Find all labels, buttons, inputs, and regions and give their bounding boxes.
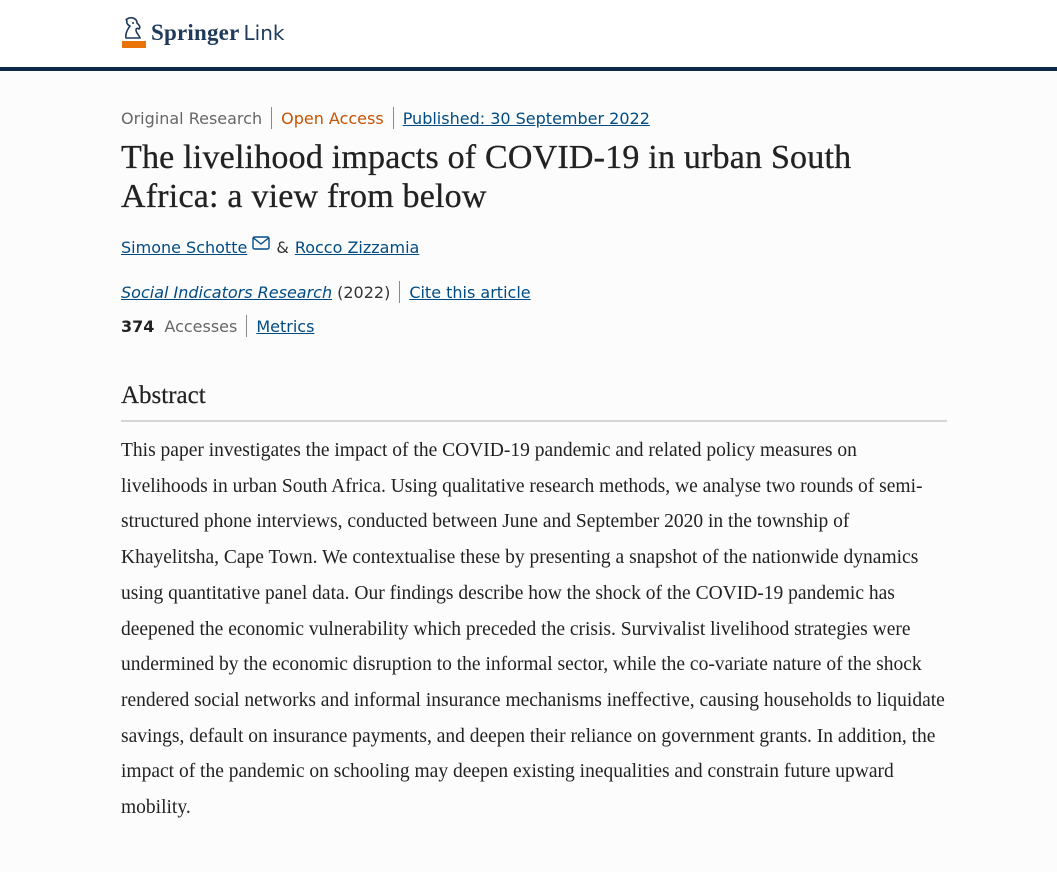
article-type: Original Research (121, 108, 263, 128)
author-link[interactable]: Rocco Zizzamia (294, 237, 420, 257)
author-separator: & (276, 237, 289, 257)
divider (246, 315, 247, 337)
springer-link-logo[interactable] (120, 15, 284, 51)
cite-article-link[interactable]: Cite this article (409, 282, 531, 302)
journal-link[interactable]: Social Indicators Research (121, 282, 333, 302)
logo-link-text: Link (243, 21, 285, 45)
author-list (121, 234, 947, 260)
abstract-text: This paper investigates the impact of the COVID-19 pandemic and related policy measures on livelihoods in urban South Africa. Using qualitative research methods, we analyse two rounds of semi-structured phone interviews, conducted between June and September 2020 in the township of Khayelitsha, Cape Town. We contextualise these by presenting a snapshot of the nationwide dynamics using quantitative panel data. Our findings describe how the shock of the COVID-19 pandemic has deepened the economic vulnerability which preceded the crisis. Survivalist livelihood strategies were undermined by the economic disruption to the informal sector, while the co-variate nature of the shock rendered social networks and informal insurance mechanisms ineffective, causing households to liquidate savings, default on insurance payments, and deepen their reliance on government grants. In addition, the impact of the pandemic on schooling may deepen existing inequalities and constrain future upward mobility. (121, 440, 945, 819)
article-meta (121, 104, 947, 132)
accesses-count: 374 (121, 316, 155, 336)
published-date-link[interactable]: Published: 30 September 2022 (402, 108, 650, 128)
logo-springer-text: Springer (151, 20, 240, 45)
divider (271, 107, 272, 129)
accesses-label: Accesses (164, 316, 238, 336)
springer-horse-icon (120, 16, 148, 50)
divider (393, 107, 394, 129)
divider (399, 281, 400, 303)
site-header (0, 0, 1057, 71)
abstract-heading: Abstract (121, 382, 947, 422)
article-title: The livelihood impacts of COVID-19 in urban South Africa: a view from below (121, 139, 852, 215)
metrics-link[interactable]: Metrics (256, 316, 315, 336)
publication-year: (2022) (337, 282, 391, 302)
journal-row (121, 278, 947, 306)
article-content (121, 104, 947, 826)
metrics-row (121, 312, 947, 340)
open-access-badge: Open Access (281, 108, 384, 128)
author-link[interactable]: Simone Schotte (121, 237, 248, 257)
envelope-icon[interactable] (252, 236, 270, 250)
